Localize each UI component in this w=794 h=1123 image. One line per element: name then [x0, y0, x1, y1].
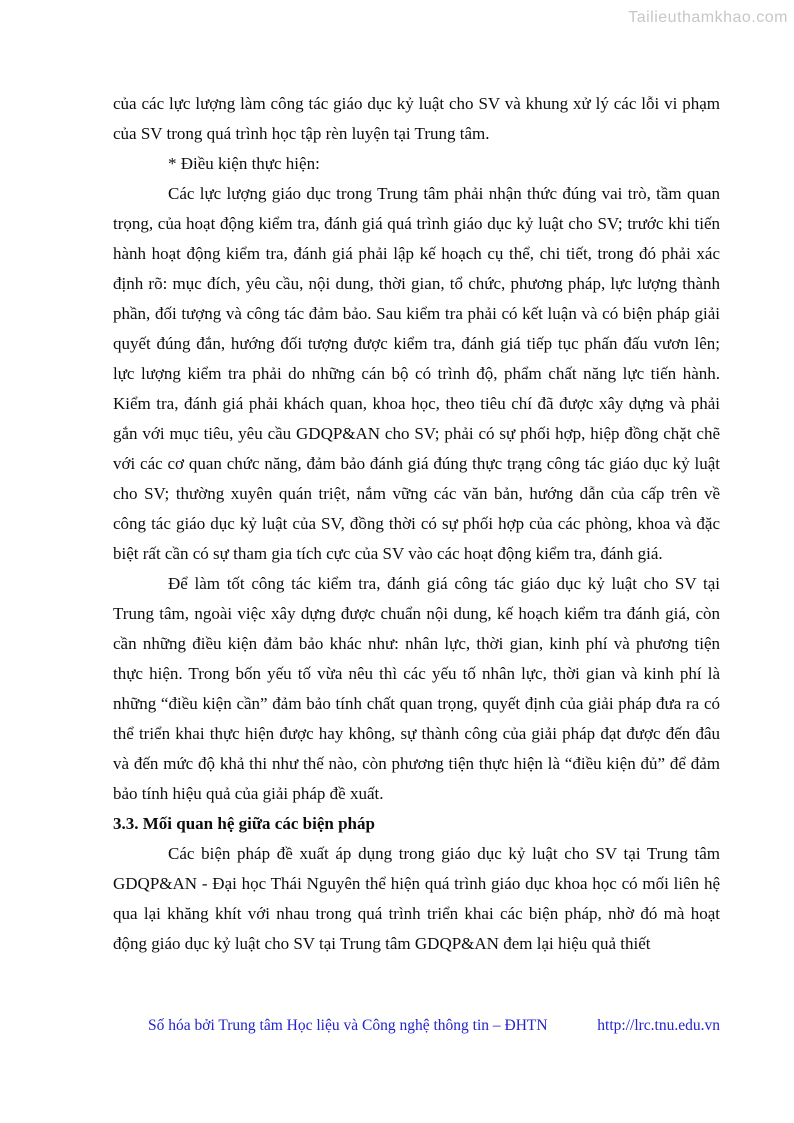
paragraph-body: Các biện pháp đề xuất áp dụng trong giáo dục kỷ luật cho SV tại Trung tâm GDQP&AN - Đại học Thái Nguyên thể hiện quá trình giáo dục khoa học có mối liên hệ qua lại khăng khít với nhau trong quá trình triển khai các biện pháp, nhờ đó mà hoạt động giáo dục kỷ luật cho SV tại Trung tâm GDQP&AN đem lại hiệu quả thiết: [113, 844, 720, 953]
paragraph-condition-label: * Điều kiện thực hiện:: [168, 154, 320, 173]
document-content: [113, 89, 720, 959]
paragraph-body: Để làm tốt công tác kiểm tra, đánh giá công tác giáo dục kỷ luật cho SV tại Trung tâm, ngoài việc xây dựng được chuẩn nội dung, kế hoạch kiểm tra đánh giá, còn cần những điều kiện đảm bảo khác như: nhân lực, thời gian, kinh phí và phương tiện thực hiện. Trong bốn yếu tố vừa nêu thì các yếu tố nhân lực, thời gian và kinh phí là những “điều kiện cần” đảm bảo tính chất quan trọng, quyết định của giải pháp đưa ra có thể triển khai thực hiện được hay không, sự thành công của giải pháp đạt được đến đâu và đến mức độ khả thi như thế nào, còn phương tiện thực hiện là “điều kiện đủ” để đảm bảo tính hiệu quả của giải pháp đề xuất.: [113, 574, 720, 803]
digitization-note: Số hóa bởi Trung tâm Học liệu và Công nghệ thông tin – ĐHTN: [148, 1017, 548, 1034]
watermark-text: Tailieuthamkhao.com: [628, 9, 788, 26]
footer-link[interactable]: http://lrc.tnu.edu.vn: [597, 1017, 720, 1034]
paragraph-continuation: của các lực lượng làm công tác giáo dục kỷ luật cho SV và khung xử lý các lỗi vi phạm của SV trong quá trình học tập rèn luyện tại Trung tâm.: [113, 94, 720, 143]
section-heading: 3.3. Mối quan hệ giữa các biện pháp: [113, 814, 375, 833]
page-footer: [113, 1017, 720, 1035]
paragraph-body: Các lực lượng giáo dục trong Trung tâm phải nhận thức đúng vai trò, tầm quan trọng, của hoạt động kiểm tra, đánh giá quá trình giáo dục kỷ luật cho SV; trước khi tiến hành hoạt động kiểm tra, đánh giá phải lập kế hoạch cụ thể, chi tiết, trong đó phải xác định rõ: mục đích, yêu cầu, nội dung, thời gian, tổ chức, phương pháp, lực lượng thành phần, đối tượng và công tác đảm bảo. Sau kiểm tra phải có kết luận và có biện pháp giải quyết đúng đắn, hướng đối tượng được kiểm tra, đánh giá tiếp tục phấn đấu vươn lên; lực lượng kiểm tra phải do những cán bộ có trình độ, phẩm chất năng lực tiến hành. Kiểm tra, đánh giá phải khách quan, khoa học, theo tiêu chí đã được xây dựng và phải gắn với mục tiêu, yêu cầu GDQP&AN cho SV; phải có sự phối hợp, hiệp đồng chặt chẽ với các cơ quan chức năng, đảm bảo đánh giá đúng thực trạng công tác giáo dục kỷ luật cho SV; thường xuyên quán triệt, nắm vững các văn bản, hướng dẫn của cấp trên về công tác giáo dục kỷ luật của SV, đồng thời có sự phối hợp của các phòng, khoa và đặc biệt rất cần có sự tham gia tích cực của SV vào các hoạt động kiểm tra, đánh giá.: [113, 184, 720, 563]
